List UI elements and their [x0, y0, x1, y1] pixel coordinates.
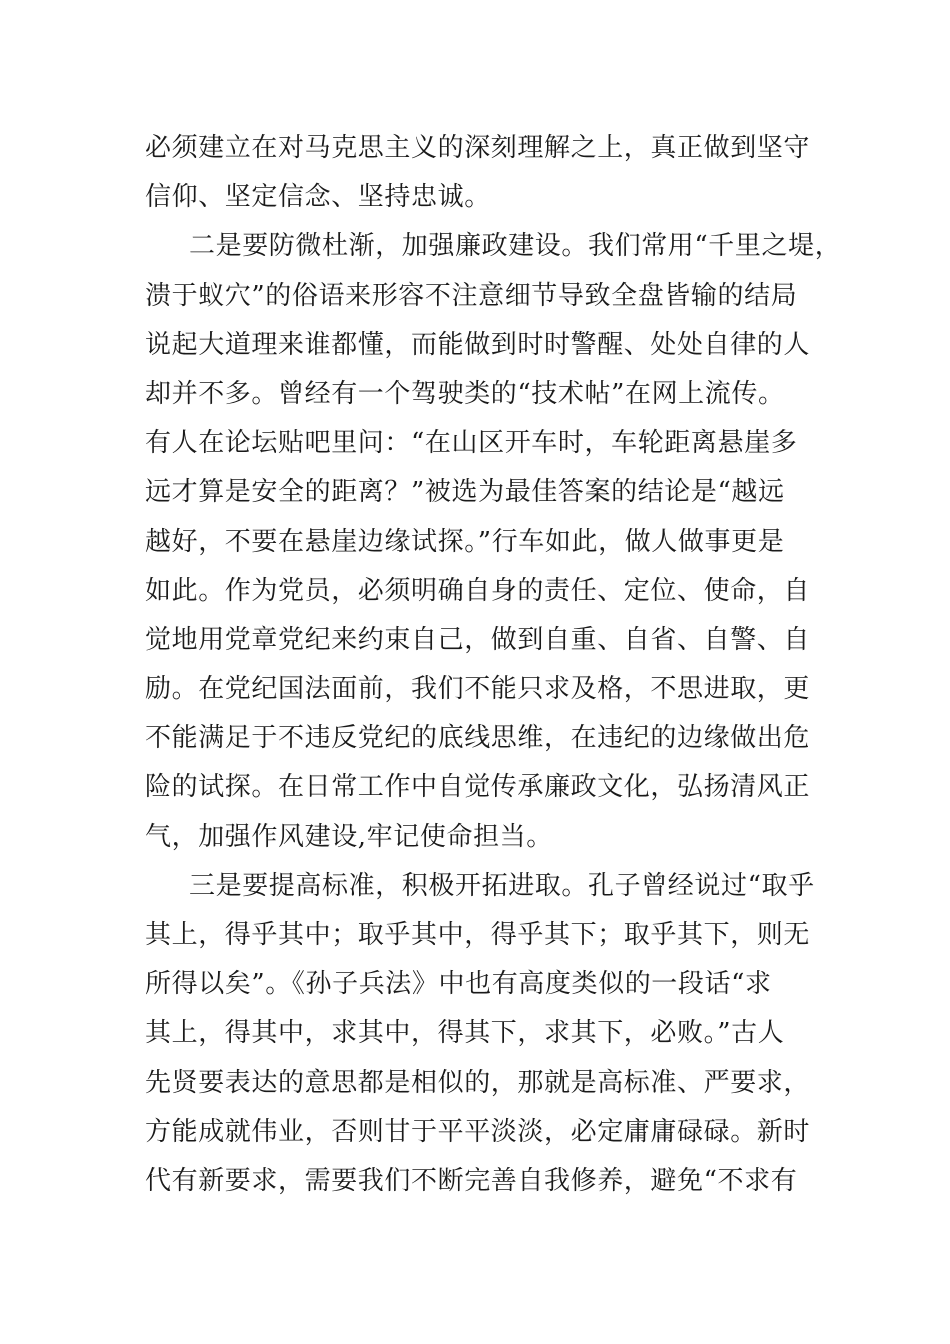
text-line: 其上，得乎其中；取乎其中，得乎其下；取乎其下，则无: [145, 920, 811, 950]
text-line: 不能满足于不违反党纪的底线思维，在违纪的边缘做出危: [145, 723, 811, 754]
text-line: 方能成就伟业，否则甘于平平淡淡，必定庸庸碌碌。新时: [145, 1116, 811, 1147]
text-line: 所得以矣”。《孙子兵法》中也有高度类似的一段话“求: [145, 969, 772, 1000]
text-line: 越好，不要在悬崖边缘试探。”行车如此，做人做事更是: [145, 526, 785, 557]
text-line: 险的试探。在日常工作中自觉传承廉政文化，弘扬清风正: [145, 772, 811, 803]
text-line: 信仰、坚定信念、坚持忠诚。: [145, 182, 491, 213]
text-line: 觉地用党章党纪来约束自己，做到自重、自省、自警、自: [145, 624, 811, 655]
paragraph-start-line: 三是要提高标准，积极开拓进取。孔子曾经说过“取乎: [189, 870, 815, 901]
document-body: [145, 124, 845, 1206]
text-line: 溃于蚁穴”的俗语来形容不注意细节导致全盘皆输的结局: [145, 280, 798, 311]
text-line: 其上，得其中，求其中，得其下，求其下，必败。”古人: [145, 1018, 785, 1049]
text-line: 说起大道理来谁都懂，而能做到时时警醒、处处自律的人: [145, 329, 811, 360]
text-line: 却并不多。曾经有一个驾驶类的“技术帖”在网上流传。: [145, 378, 785, 409]
text-line: 远才算是安全的距离？”被选为最佳答案的结论是“越远: [145, 477, 785, 508]
text-line: 气，加强作风建设,牢记使命担当。: [145, 821, 553, 852]
text-line: 代有新要求，需要我们不断完善自我修养，避免“不求有: [145, 1165, 798, 1196]
text-line: 如此。作为党员，必须明确自身的责任、定位、使命，自: [145, 575, 811, 606]
text-line: 励。在党纪国法面前，我们不能只求及格，不思进取，更: [145, 674, 811, 705]
text-line: 有人在论坛贴吧里问：“在山区开车时，车轮距离悬崖多: [145, 428, 798, 459]
text-line: 先贤要表达的意思都是相似的，那就是高标准、严要求，: [145, 1067, 811, 1098]
text-line: 必须建立在对马克思主义的深刻理解之上，真正做到坚守: [145, 133, 811, 163]
paragraph-start-line: 二是要防微杜渐，加强廉政建设。我们常用“千里之堤，: [189, 231, 842, 262]
